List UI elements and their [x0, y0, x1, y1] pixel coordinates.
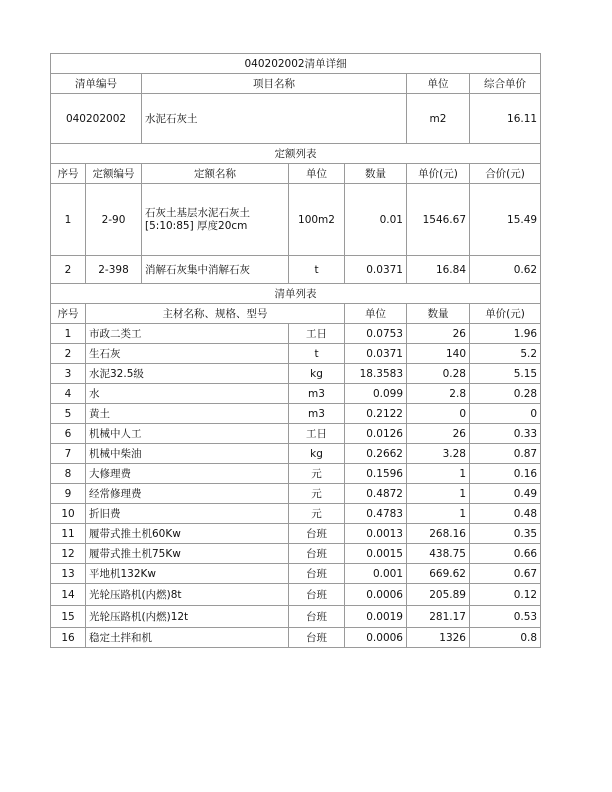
quota-qty: 0.0371 [345, 256, 407, 284]
price-label: 综合单价 [470, 74, 541, 94]
material-price: 205.89 [407, 584, 470, 606]
material-no: 15 [51, 606, 86, 628]
material-qty: 0.0015 [345, 544, 407, 564]
material-no: 12 [51, 544, 86, 564]
material-price: 669.62 [407, 564, 470, 584]
bill-code: 040202002 [51, 94, 142, 144]
materials-section-row [51, 284, 541, 304]
material-price: 26 [407, 324, 470, 344]
bill-unit: m2 [407, 94, 470, 144]
material-total: 0.33 [470, 424, 541, 444]
bill-price: 16.11 [470, 94, 541, 144]
material-unit: 台班 [289, 606, 345, 628]
material-unit: 元 [289, 464, 345, 484]
material-qty: 18.3583 [345, 364, 407, 384]
material-qty: 0.0006 [345, 628, 407, 648]
material-total: 0 [470, 404, 541, 424]
material-row [51, 344, 541, 364]
column-header: 序号 [51, 164, 86, 184]
column-header: 单位 [289, 164, 345, 184]
material-price: 1 [407, 504, 470, 524]
material-qty: 0.0019 [345, 606, 407, 628]
material-total: 0.67 [470, 564, 541, 584]
material-no: 9 [51, 484, 86, 504]
materials-section-title: 清单列表 [51, 284, 541, 304]
material-unit: 台班 [289, 524, 345, 544]
material-unit: kg [289, 444, 345, 464]
material-row [51, 606, 541, 628]
bill-name: 水泥石灰土 [142, 94, 407, 144]
column-header: 数量 [345, 164, 407, 184]
material-name: 履带式推土机60Kw [86, 524, 289, 544]
material-unit: 台班 [289, 544, 345, 564]
material-no: 14 [51, 584, 86, 606]
quota-row [51, 256, 541, 284]
material-unit: 元 [289, 504, 345, 524]
column-header: 单位 [345, 304, 407, 324]
material-total: 0.87 [470, 444, 541, 464]
quota-qty: 0.01 [345, 184, 407, 256]
material-price: 3.28 [407, 444, 470, 464]
material-no: 10 [51, 504, 86, 524]
material-no: 13 [51, 564, 86, 584]
column-header: 主材名称、规格、型号 [86, 304, 345, 324]
material-name: 机械中人工 [86, 424, 289, 444]
material-name: 大修理费 [86, 464, 289, 484]
material-no: 1 [51, 324, 86, 344]
material-row [51, 464, 541, 484]
material-no: 3 [51, 364, 86, 384]
quota-total: 15.49 [470, 184, 541, 256]
material-name: 市政二类工 [86, 324, 289, 344]
material-qty: 0.099 [345, 384, 407, 404]
material-name: 光轮压路机(内燃)12t [86, 606, 289, 628]
material-qty: 0.2122 [345, 404, 407, 424]
material-total: 0.49 [470, 484, 541, 504]
material-qty: 0.2662 [345, 444, 407, 464]
material-unit: kg [289, 364, 345, 384]
material-price: 1 [407, 484, 470, 504]
material-price: 1 [407, 464, 470, 484]
column-header: 定额编号 [86, 164, 142, 184]
material-qty: 0.0013 [345, 524, 407, 544]
material-row [51, 364, 541, 384]
material-qty: 0.0753 [345, 324, 407, 344]
column-header: 序号 [51, 304, 86, 324]
material-price: 1326 [407, 628, 470, 648]
material-row [51, 324, 541, 344]
material-name: 光轮压路机(内燃)8t [86, 584, 289, 606]
material-qty: 0.001 [345, 564, 407, 584]
material-total: 0.8 [470, 628, 541, 648]
material-total: 5.2 [470, 344, 541, 364]
column-header: 单价(元) [407, 164, 470, 184]
material-row [51, 424, 541, 444]
material-qty: 0.4783 [345, 504, 407, 524]
quota-unit: 100m2 [289, 184, 345, 256]
quota-section-row [51, 144, 541, 164]
quota-price: 16.84 [407, 256, 470, 284]
material-name: 黄土 [86, 404, 289, 424]
bill-detail-table [50, 53, 541, 648]
quota-name: 消解石灰集中消解石灰 [142, 256, 289, 284]
unit-label: 单位 [407, 74, 470, 94]
material-qty: 0.0371 [345, 344, 407, 364]
material-total: 0.28 [470, 384, 541, 404]
material-row [51, 504, 541, 524]
materials-body [51, 324, 541, 648]
material-price: 0 [407, 404, 470, 424]
material-total: 0.48 [470, 504, 541, 524]
title-row [51, 54, 541, 74]
material-total: 0.66 [470, 544, 541, 564]
material-unit: 台班 [289, 564, 345, 584]
material-unit: m3 [289, 404, 345, 424]
quota-code: 2-90 [86, 184, 142, 256]
material-no: 8 [51, 464, 86, 484]
quota-row [51, 184, 541, 256]
material-row [51, 584, 541, 606]
material-no: 16 [51, 628, 86, 648]
material-price: 438.75 [407, 544, 470, 564]
material-no: 11 [51, 524, 86, 544]
material-row [51, 444, 541, 464]
material-qty: 0.0126 [345, 424, 407, 444]
material-row [51, 484, 541, 504]
material-name: 折旧费 [86, 504, 289, 524]
name-label: 项目名称 [142, 74, 407, 94]
quota-no: 1 [51, 184, 86, 256]
material-row [51, 564, 541, 584]
material-unit: 台班 [289, 628, 345, 648]
quota-code: 2-398 [86, 256, 142, 284]
material-total: 0.12 [470, 584, 541, 606]
material-row [51, 404, 541, 424]
material-unit: 元 [289, 484, 345, 504]
material-unit: m3 [289, 384, 345, 404]
material-name: 机械中柴油 [86, 444, 289, 464]
material-total: 5.15 [470, 364, 541, 384]
sheet-title: 040202002清单详细 [51, 54, 541, 74]
material-row [51, 544, 541, 564]
material-price: 281.17 [407, 606, 470, 628]
material-total: 0.16 [470, 464, 541, 484]
material-no: 4 [51, 384, 86, 404]
material-qty: 0.1596 [345, 464, 407, 484]
material-price: 268.16 [407, 524, 470, 544]
quota-name: 石灰土基层水泥石灰土[5:10:85] 厚度20cm [142, 184, 289, 256]
column-header: 定额名称 [142, 164, 289, 184]
material-total: 1.96 [470, 324, 541, 344]
material-name: 经常修理费 [86, 484, 289, 504]
material-qty: 0.0006 [345, 584, 407, 606]
code-label: 清单编号 [51, 74, 142, 94]
material-unit: 台班 [289, 584, 345, 606]
summary-header-row [51, 74, 541, 94]
material-qty: 0.4872 [345, 484, 407, 504]
quota-no: 2 [51, 256, 86, 284]
material-no: 2 [51, 344, 86, 364]
material-total: 0.35 [470, 524, 541, 544]
material-total: 0.53 [470, 606, 541, 628]
column-header: 单价(元) [470, 304, 541, 324]
column-header: 数量 [407, 304, 470, 324]
material-name: 履带式推土机75Kw [86, 544, 289, 564]
quota-price: 1546.67 [407, 184, 470, 256]
material-unit: t [289, 344, 345, 364]
quota-total: 0.62 [470, 256, 541, 284]
material-name: 生石灰 [86, 344, 289, 364]
material-price: 140 [407, 344, 470, 364]
material-no: 6 [51, 424, 86, 444]
material-unit: 工日 [289, 324, 345, 344]
material-name: 水 [86, 384, 289, 404]
materials-header-row [51, 304, 541, 324]
material-row [51, 384, 541, 404]
quota-unit: t [289, 256, 345, 284]
material-unit: 工日 [289, 424, 345, 444]
material-row [51, 628, 541, 648]
quota-header-row [51, 164, 541, 184]
bill-detail-sheet [50, 53, 540, 648]
material-no: 5 [51, 404, 86, 424]
material-name: 水泥32.5级 [86, 364, 289, 384]
material-price: 2.8 [407, 384, 470, 404]
summary-value-row [51, 94, 541, 144]
material-name: 稳定土拌和机 [86, 628, 289, 648]
material-row [51, 524, 541, 544]
material-price: 0.28 [407, 364, 470, 384]
material-price: 26 [407, 424, 470, 444]
material-no: 7 [51, 444, 86, 464]
quota-section-title: 定额列表 [51, 144, 541, 164]
column-header: 合价(元) [470, 164, 541, 184]
material-name: 平地机132Kw [86, 564, 289, 584]
